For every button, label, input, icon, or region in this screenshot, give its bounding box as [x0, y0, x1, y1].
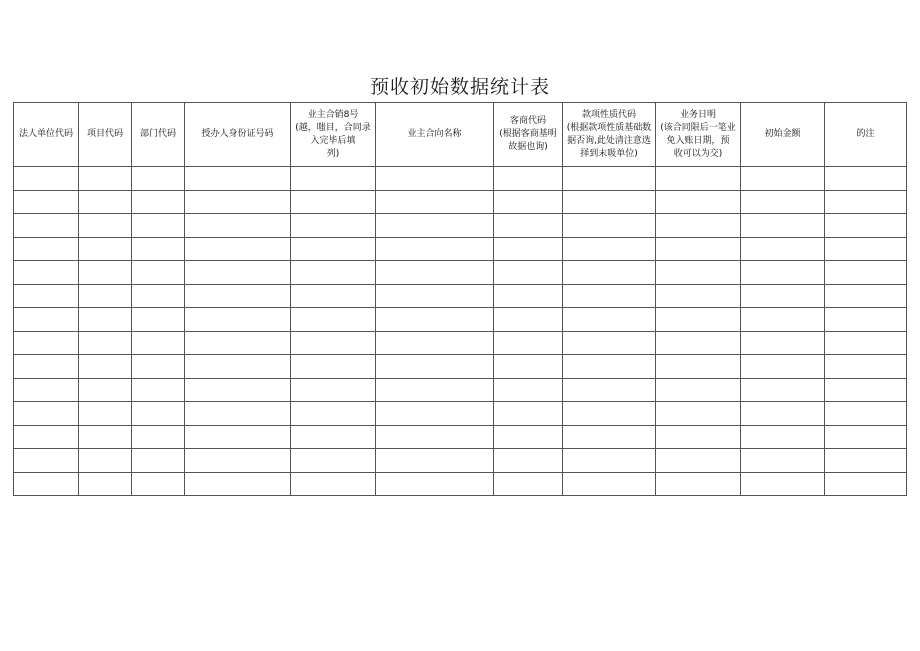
table-cell[interactable] — [376, 379, 494, 402]
table-cell[interactable] — [132, 473, 185, 496]
table-cell[interactable] — [563, 355, 656, 379]
table-cell[interactable] — [741, 238, 825, 261]
table-row — [14, 238, 907, 261]
table-cell[interactable] — [741, 285, 825, 308]
table-cell[interactable] — [185, 473, 291, 496]
table-cell[interactable] — [376, 308, 494, 332]
table-cell[interactable] — [14, 285, 79, 308]
table-cell[interactable] — [825, 261, 907, 285]
table-cell[interactable] — [14, 214, 79, 238]
table-cell[interactable] — [825, 379, 907, 402]
table-cell[interactable] — [825, 332, 907, 355]
table-cell[interactable] — [376, 167, 494, 191]
table-cell[interactable] — [494, 261, 563, 285]
table-cell[interactable] — [741, 167, 825, 191]
table-cell[interactable] — [825, 426, 907, 449]
table-row — [14, 332, 907, 355]
table-cell[interactable] — [376, 214, 494, 238]
table-row — [14, 285, 907, 308]
table-cell[interactable] — [185, 379, 291, 402]
table-cell[interactable] — [741, 355, 825, 379]
col-header-department-code: 部门代码 — [132, 103, 185, 167]
table-cell[interactable] — [563, 332, 656, 355]
table-row — [14, 355, 907, 379]
table-cell[interactable] — [563, 426, 656, 449]
table-cell[interactable] — [376, 402, 494, 426]
table-cell[interactable] — [14, 261, 79, 285]
table-cell[interactable] — [291, 308, 376, 332]
table-cell[interactable] — [825, 214, 907, 238]
table-cell[interactable] — [563, 379, 656, 402]
table-row — [14, 191, 907, 214]
table-cell[interactable] — [132, 167, 185, 191]
table-cell[interactable] — [185, 332, 291, 355]
table-row — [14, 214, 907, 238]
table-cell[interactable] — [291, 167, 376, 191]
table-cell[interactable] — [79, 308, 132, 332]
table-cell[interactable] — [79, 261, 132, 285]
table-cell[interactable] — [656, 473, 741, 496]
table-cell[interactable] — [656, 379, 741, 402]
data-table — [13, 102, 907, 496]
table-cell[interactable] — [14, 449, 79, 473]
table-cell[interactable] — [656, 191, 741, 214]
table-cell[interactable] — [494, 167, 563, 191]
table-cell[interactable] — [132, 261, 185, 285]
table-cell[interactable] — [825, 308, 907, 332]
table-row — [14, 308, 907, 332]
table-cell[interactable] — [14, 473, 79, 496]
table-cell[interactable] — [563, 473, 656, 496]
table-cell[interactable] — [741, 426, 825, 449]
table-cell[interactable] — [14, 355, 79, 379]
table-cell[interactable] — [185, 167, 291, 191]
table-cell[interactable] — [291, 238, 376, 261]
table-cell[interactable] — [825, 191, 907, 214]
table-cell[interactable] — [185, 308, 291, 332]
table-cell[interactable] — [563, 449, 656, 473]
table-cell[interactable] — [494, 426, 563, 449]
table-cell[interactable] — [825, 285, 907, 308]
table-cell[interactable] — [563, 261, 656, 285]
table-cell[interactable] — [291, 402, 376, 426]
col-header-initial-amount: 初始金额 — [741, 103, 825, 167]
table-cell[interactable] — [376, 473, 494, 496]
col-header-remarks: 的注 — [825, 103, 907, 167]
table-row — [14, 473, 907, 496]
col-header-legal-unit-code: 法人单位代码 — [14, 103, 79, 167]
table-cell[interactable] — [656, 285, 741, 308]
table-cell[interactable] — [291, 426, 376, 449]
table-cell[interactable] — [825, 402, 907, 426]
table-cell[interactable] — [563, 285, 656, 308]
table-cell[interactable] — [563, 214, 656, 238]
table-cell[interactable] — [185, 355, 291, 379]
table-cell[interactable] — [14, 191, 79, 214]
table-cell[interactable] — [14, 402, 79, 426]
table-cell[interactable] — [563, 402, 656, 426]
table-cell[interactable] — [185, 238, 291, 261]
table-cell[interactable] — [132, 285, 185, 308]
table-cell[interactable] — [494, 332, 563, 355]
table-cell[interactable] — [185, 191, 291, 214]
col-header-customer-code: 客商代码 (根据客商基明 故据也询) — [494, 103, 563, 167]
table-cell[interactable] — [376, 191, 494, 214]
table-cell[interactable] — [376, 426, 494, 449]
table-row — [14, 402, 907, 426]
table-cell[interactable] — [656, 214, 741, 238]
table-cell[interactable] — [656, 332, 741, 355]
table-cell[interactable] — [494, 473, 563, 496]
table-cell[interactable] — [656, 402, 741, 426]
table-cell[interactable] — [132, 355, 185, 379]
table-cell[interactable] — [563, 167, 656, 191]
table-cell[interactable] — [656, 261, 741, 285]
table-cell[interactable] — [825, 238, 907, 261]
table-cell[interactable] — [656, 238, 741, 261]
table-cell[interactable] — [132, 426, 185, 449]
table-cell[interactable] — [132, 191, 185, 214]
table-cell[interactable] — [494, 402, 563, 426]
col-header-contract-number: 业主合销8号 (越，嗤目，合同录 入完毕后填 列) — [291, 103, 376, 167]
table-cell[interactable] — [132, 308, 185, 332]
col-header-project-code: 项目代码 — [79, 103, 132, 167]
table-cell[interactable] — [376, 261, 494, 285]
table-cell[interactable] — [563, 238, 656, 261]
table-cell[interactable] — [185, 426, 291, 449]
table-cell[interactable] — [376, 355, 494, 379]
table-cell[interactable] — [79, 332, 132, 355]
table-cell[interactable] — [376, 285, 494, 308]
table-cell[interactable] — [741, 379, 825, 402]
table-cell[interactable] — [494, 214, 563, 238]
table-cell[interactable] — [291, 261, 376, 285]
table-cell[interactable] — [741, 308, 825, 332]
table-cell[interactable] — [79, 355, 132, 379]
table-cell[interactable] — [825, 473, 907, 496]
table-cell[interactable] — [376, 238, 494, 261]
table-cell[interactable] — [185, 261, 291, 285]
table-cell[interactable] — [132, 214, 185, 238]
table-cell[interactable] — [132, 332, 185, 355]
table-cell[interactable] — [291, 191, 376, 214]
table-cell[interactable] — [79, 426, 132, 449]
table-cell[interactable] — [185, 402, 291, 426]
table-row — [14, 449, 907, 473]
col-header-agent-id-number: 授办人身份证号码 — [185, 103, 291, 167]
table-cell[interactable] — [185, 214, 291, 238]
table-cell[interactable] — [825, 355, 907, 379]
table-cell[interactable] — [79, 473, 132, 496]
table-cell[interactable] — [79, 167, 132, 191]
table-cell[interactable] — [79, 449, 132, 473]
table-cell[interactable] — [741, 402, 825, 426]
col-header-contract-name: 业主合向名称 — [376, 103, 494, 167]
table-cell[interactable] — [291, 214, 376, 238]
table-cell[interactable] — [14, 238, 79, 261]
table-cell[interactable] — [494, 308, 563, 332]
table-cell[interactable] — [79, 214, 132, 238]
table-cell[interactable] — [79, 402, 132, 426]
table-cell[interactable] — [494, 238, 563, 261]
table-cell[interactable] — [656, 167, 741, 191]
table-cell[interactable] — [79, 285, 132, 308]
header-row — [14, 103, 907, 167]
table-cell[interactable] — [79, 238, 132, 261]
table-cell[interactable] — [291, 355, 376, 379]
table-cell[interactable] — [14, 379, 79, 402]
table-cell[interactable] — [494, 191, 563, 214]
table-cell[interactable] — [291, 379, 376, 402]
table-cell[interactable] — [185, 285, 291, 308]
sheet-title: 预收初始数据统计表 — [369, 76, 550, 98]
table-cell[interactable] — [656, 355, 741, 379]
table-cell[interactable] — [14, 426, 79, 449]
table-cell[interactable] — [825, 449, 907, 473]
table-cell[interactable] — [14, 167, 79, 191]
table-cell[interactable] — [656, 426, 741, 449]
col-header-business-date: 业务日明 (该合同限后一笔业 免入账日期，预 收可以为交) — [656, 103, 741, 167]
table-cell[interactable] — [291, 332, 376, 355]
table-cell[interactable] — [132, 402, 185, 426]
table-cell[interactable] — [14, 332, 79, 355]
table-cell[interactable] — [291, 473, 376, 496]
table-cell[interactable] — [376, 332, 494, 355]
table-cell[interactable] — [494, 355, 563, 379]
table-cell[interactable] — [825, 167, 907, 191]
table-cell[interactable] — [132, 379, 185, 402]
table-cell[interactable] — [132, 238, 185, 261]
table-cell[interactable] — [656, 308, 741, 332]
table-cell[interactable] — [741, 261, 825, 285]
table-body — [14, 167, 907, 496]
table-cell[interactable] — [494, 449, 563, 473]
table-cell[interactable] — [741, 191, 825, 214]
table-cell[interactable] — [132, 449, 185, 473]
table-cell[interactable] — [563, 191, 656, 214]
table-row — [14, 426, 907, 449]
table-cell[interactable] — [14, 308, 79, 332]
table-row — [14, 261, 907, 285]
table-cell[interactable] — [291, 285, 376, 308]
table-row — [14, 379, 907, 402]
table-cell[interactable] — [741, 214, 825, 238]
table-cell[interactable] — [741, 332, 825, 355]
table-row — [14, 167, 907, 191]
table-cell[interactable] — [376, 449, 494, 473]
table-cell[interactable] — [656, 449, 741, 473]
table-cell[interactable] — [79, 191, 132, 214]
table-cell[interactable] — [291, 449, 376, 473]
table-cell[interactable] — [741, 473, 825, 496]
col-header-payment-type-code: 款项性质代码 (根据款项性质基础数 据否询,此处清注意选 择到末吸单位) — [563, 103, 656, 167]
table-cell[interactable] — [563, 308, 656, 332]
table-cell[interactable] — [185, 449, 291, 473]
table-cell[interactable] — [79, 379, 132, 402]
table-cell[interactable] — [494, 285, 563, 308]
table-cell[interactable] — [741, 449, 825, 473]
table-cell[interactable] — [494, 379, 563, 402]
